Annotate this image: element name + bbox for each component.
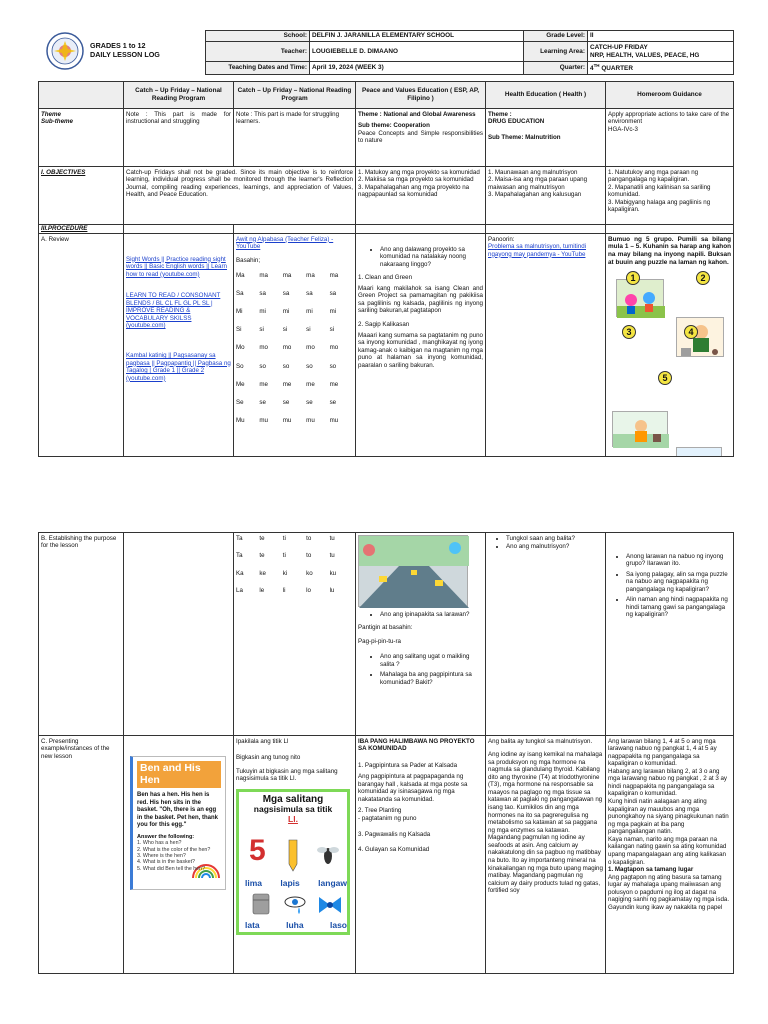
- ll-word: lapis: [280, 877, 300, 888]
- puzzle-images: [608, 271, 731, 429]
- theme-label: Theme Sub-theme: [39, 109, 124, 167]
- syllable: So: [236, 362, 244, 370]
- syllable: Se: [236, 398, 244, 406]
- syllable: si: [306, 326, 311, 334]
- review-c3: • Ano ang dalawang proyekto sa komunidad na natalakay noong nakaraang linggo? 1. Clean and Green Maari kang makilahok sa isang Clean and Green Project sa pamamagitan ng pakikiisa sa paglilinis ng kalsada, paglilinis ng inyong sariling bakuran,at pagtatapon 2. Sagip Kalikasan Maaari kang sumama sa pagtatanim ng puno sa inyong komunidad , manghikayat ng iyong kamag-anak o kaibigan na magtanim ng mga puno at halaman sa inyong komunidad, paaralan o sariling bakuran.: [356, 234, 486, 457]
- ben-hen-card: Ben and His Hen Ben has a hen. His hen is red. His hen sits in the basket. "Oh, there is an egg in the basket. Pet hen, thank you for this egg." Answer the following: 1. Who has a hen? 2. What is the color of the hen? 3. Where is the hen? 4. What is in the basket? 5. What did Ben tell the hen?: [130, 756, 226, 890]
- presenting-c4: Ang balita ay tungkol sa malnutrisyon. Ang iodine ay isang kemikal na mahalaga sa produksyon ng mga hormone na nagmula sa glandulang thyroid. Kabilang dito ang thyroxine (T4) at triodothyronine (T3), mga hormone na responsable sa maayos na paglago ng mga tissue sa katawan at paglaki ng pangangatawan ng isang tao. Kumikilos din ang mga hormones na ito sa pagreregulisa ng metabolismo sa katawan at sa paggana ng mga enzymes sa katawan. Magandang pagmulan ng iodine ay seafoods at asin. Ang calcium ay nakakatulong din sa pagbuo ng matibbay na buto. Ito ay importanteng mineral na kinakailangan ng mga buto upang maging matibay. Magandang pagmulan ng calcium ay dairy products tulad ng gatas, fortified soy: [486, 736, 606, 974]
- syllable: mo: [329, 344, 339, 352]
- syllable-row: [236, 290, 353, 298]
- ll-word: langaw: [318, 877, 347, 888]
- syllable: se: [259, 398, 266, 406]
- corner-cell: [39, 82, 124, 109]
- dates-label: Teaching Dates and Time:: [206, 62, 310, 75]
- syllable: ma: [282, 272, 292, 280]
- ll-word: laso: [329, 919, 347, 930]
- col-head-3: Peace and Values Education ( ESP, AP, Filipino ): [356, 82, 486, 109]
- syllable-row: [236, 363, 353, 371]
- review-link-kambal-katinig[interactable]: Kambal katinig || Pagsasanay sa pagbasa || Pagpapantig || Pagbasa ng Tagalog | Grade 1 || Grade 2 (youtube.com): [126, 352, 231, 382]
- syllable: to: [306, 534, 312, 542]
- syllable: mu: [329, 416, 339, 424]
- painting-photo: [358, 535, 468, 607]
- syllable: ko: [306, 569, 313, 577]
- col-head-5: Homeroom Guidance: [606, 82, 734, 109]
- syllable-row: [236, 344, 353, 352]
- syllable: so: [282, 362, 290, 370]
- puzzle-image-2: [676, 317, 724, 357]
- syllable: te: [259, 552, 265, 560]
- syllable: ki: [282, 569, 288, 577]
- theme-c2: Note : This part is made for struggling learners.: [234, 109, 356, 167]
- syllable: mu: [259, 416, 268, 424]
- area-label: Learning Area:: [524, 42, 588, 62]
- card-question: 4. What is in the basket?: [137, 859, 196, 866]
- card-title: Ben and His Hen: [137, 761, 221, 789]
- grade-label: Grade Level:: [524, 31, 588, 42]
- syllable: lu: [329, 587, 335, 595]
- purpose-c1: [124, 533, 234, 736]
- lesson-table-page1: [38, 81, 733, 457]
- syllable: so: [329, 362, 337, 370]
- syllable: li: [282, 587, 286, 595]
- col-head-2: Catch – Up Friday – National Reading Program: [234, 82, 356, 109]
- purpose-label: B. Establishing the purpose for the lesson: [39, 533, 124, 736]
- log-title-dll: DAILY LESSON LOG: [90, 50, 160, 59]
- review-label: A. Review: [39, 234, 124, 457]
- review-c5: Bumuo ng 5 grupo. Pumili sa bilang mula 1 – 5. Kuhanin sa harap ang kahon na may bilang na inyong napili. Buksan at buuin ang puzzle na laman ng kahon. 1 2 3 4 5: [606, 234, 734, 457]
- quarter-label: Quarter:: [524, 62, 588, 75]
- col-head-4: Health Education ( Health ): [486, 82, 606, 109]
- theme-c1: Note : This part is made for instructional and struggling: [124, 109, 234, 167]
- syllable: si: [259, 326, 264, 334]
- lesson-table-page2: [38, 532, 733, 974]
- header-block: [38, 30, 208, 70]
- card-question: 2. What is the color of the hen?: [137, 846, 211, 853]
- syllable: le: [259, 587, 265, 595]
- grade-value: II: [588, 31, 734, 42]
- objectives-c3: 1. Matukoy ang mga proyekto sa komunidad 2. Makiisa sa mga proyekto sa komunidad 3. Mapahalagahan ang mga proyekto na nagpapaunlad sa komunidad: [356, 167, 486, 225]
- syllable-row: [236, 570, 353, 578]
- syllable: mi: [306, 308, 313, 316]
- syllable: mu: [282, 416, 292, 424]
- puzzle-number-2: 2: [696, 271, 710, 285]
- header-table: [205, 30, 733, 75]
- syllable: te: [259, 534, 265, 542]
- syllable: me: [282, 380, 292, 388]
- syllable: La: [236, 587, 243, 595]
- pencil-icon: [283, 838, 303, 872]
- card-question: 3. Where is the hen?: [137, 852, 186, 859]
- syllable: sa: [329, 290, 337, 298]
- syllable: sa: [306, 290, 313, 298]
- review-c2: Awit ng Alpabasa (Teacher Feliza) - YouTube Basahin; Ma ma ma ma ma Sa sa sa sa sa Mi mi mi mi mi Si si si si si Mo mo mo mo mo So so so so so Me me me me me Se se se se se Mu mu mu mu mu: [234, 234, 356, 457]
- syllable: ma: [329, 272, 339, 280]
- syllable: to: [306, 552, 312, 560]
- review-link-alpabasa[interactable]: Awit ng Alpabasa (Teacher Feliza) - YouTube: [236, 235, 334, 251]
- syllable: se: [306, 398, 313, 406]
- teacher-label: Teacher:: [206, 42, 310, 62]
- objectives-c12: Catch-up Fridays shall not be graded. Since its main objective is to reinforce learning, individual progress shall be monitored through the learner's Reflection Journal, compiling reading experiences, learnings, and appreciation of Values, Health, and Peace Education.: [124, 167, 356, 225]
- puzzle-number-4: 4: [684, 325, 698, 339]
- syllable: tu: [329, 552, 335, 560]
- syllable: Sa: [236, 290, 244, 298]
- syllable: sa: [259, 290, 266, 298]
- syllable: se: [282, 398, 290, 406]
- tear-eye-icon: [283, 894, 307, 914]
- objectives-label: I. OBJECTIVES: [39, 167, 124, 225]
- presenting-c5: Ang larawan bilang 1, 4 at 5 o ang mga larawang nabuo ng pangkat 1, 4 at 5 ay nagpapakita ng pangangalaga sa kapaligiran o komunidad. Habang ang larawan bilang 2, at 3 o ang mga larawang nabuo ng pangkat , 2 at 3 ay hindi nagpapakita ng pangangalaga sa kapaligiran o komunidad. Kung hindi natin aalagaan ang ating kapaligiran ay mauubos ang mga punongkahoy na siyang pinagkukunan natin ng mga pagkain at iba pang pangangailangan natin. Kaya naman, narito ang mga paraan na kailangan nating gawin sa ating komunidad upang mapangalagaan ang ating kalikasan o kapaligiran. 1. Magtapon sa tamang lugar Ang pagtapon ng ating basura sa tamang lugar ay mahalaga upang maiiwasan ang polusyon o pagdumi ng ilog at dagat na nagiging sanhi ng pagkamatay ng mga isda. Gayundin kung ikaw ay nakakita ng papel: [606, 736, 734, 974]
- syllable: Ka: [236, 569, 244, 577]
- presenting-c2: Ipakilala ang titik Ll Bigkasin ang tunog nito Tukuyin at bigkasin ang mga salitang nagsisimula sa titik Ll. Mga salitang nagsisimula sa titik Ll. 5 lima lapis langaw lata luha laso: [234, 736, 356, 974]
- school-value: DELFIN J. JARANILLA ELEMENTARY SCHOOL: [310, 31, 524, 42]
- syllable: si: [282, 326, 288, 334]
- ll-word: lata: [245, 919, 260, 930]
- syllable: Ma: [236, 272, 245, 280]
- theme-c4: Theme : DRUG EDUCATION Sub Theme: Malnutrition: [486, 109, 606, 167]
- area-line1: CATCH-UP FRIDAY: [590, 44, 648, 52]
- puzzle-image-1: [616, 279, 664, 317]
- review-c1: [124, 234, 234, 457]
- puzzle-image-3: [612, 411, 668, 447]
- syllable: me: [329, 380, 339, 388]
- syllable: se: [329, 398, 337, 406]
- ll-word: lima: [245, 877, 263, 888]
- syllable-row: [236, 417, 353, 425]
- puzzle-number-1: 1: [626, 271, 640, 285]
- syllable: mo: [282, 344, 292, 352]
- syllable: si: [329, 326, 335, 334]
- purpose-c3: • Ano ang ipinapakita sa larawan? Pantigin at basahin: Pag-pi-pin-tu-ra • Ano ang salitang ugat o maikling salita ? • Mahalaga ba ang pagpipintura sa komunidad? Bakit?: [356, 533, 486, 736]
- syllable: me: [306, 380, 315, 388]
- dates-value: April 19, 2024 (WEEK 3): [310, 62, 524, 75]
- log-title-grades: GRADES 1 to 12: [90, 41, 146, 50]
- syllable-row: [236, 399, 353, 407]
- review-c4: Panoorin: Problema sa malnutrisyon, tumitindi ngayong may pandemya - YouTube: [486, 234, 606, 457]
- purpose-c5: • Anong larawan na nabuo ng inyong grupo? Ilarawan ito. • Sa iyong palagay, alin sa mga puzzle na nabuo ang nagpapakita ng pangangalaga ng kapaligiran? • Alin naman ang hindi nagpapakita ng hindi tamang gawi sa pangangalaga ng kapaligiran?: [606, 533, 734, 736]
- syllable-grid: [236, 272, 353, 424]
- purpose-c2: [234, 533, 356, 736]
- syllable-row: [236, 308, 353, 316]
- syllable-row: [236, 552, 353, 560]
- deped-seal-icon: [46, 32, 84, 70]
- area-value: [588, 42, 734, 62]
- syllable: mi: [282, 308, 290, 316]
- syllable: mo: [306, 344, 315, 352]
- puzzle-number-3: 3: [622, 325, 636, 339]
- review-link-malnutrisyon[interactable]: Problema sa malnutrisyon, tumitindi ngayong may pandemya - YouTube: [488, 243, 587, 258]
- area-line2: NRP, HEALTH, VALUES, PEACE, HG: [590, 51, 700, 59]
- syllable: Ta: [236, 534, 243, 542]
- syllable-row: [236, 535, 353, 543]
- ll-word: luha: [286, 919, 304, 930]
- fly-icon: [315, 838, 341, 870]
- syllable: tu: [329, 534, 335, 542]
- review-link-consonant-blends[interactable]: LEARN TO READ / CONSONANT BLENDS / BL CL FL GL PL SL | IMPROVE READING & VOCABULARY SKILSS (youtube.com): [126, 292, 221, 330]
- can-icon: [251, 892, 271, 916]
- teacher-value: LOUGIEBELLE D. DIMAANO: [310, 42, 524, 62]
- puzzle-image-4: [676, 447, 722, 457]
- card-question: 5. What did Ben tell the hen?: [137, 865, 206, 872]
- syllable: mi: [259, 308, 266, 316]
- syllable: ma: [259, 272, 268, 280]
- procedure-label: III.PROCEDURE: [39, 225, 124, 234]
- ll-word-chart: Mga salitang nagsisimula sa titik Ll. 5 lima lapis langaw lata luha laso: [236, 789, 350, 935]
- syllable-row: [236, 381, 353, 389]
- syllable-row: [236, 326, 353, 334]
- quarter-value: 4TH QUARTER: [588, 62, 734, 75]
- syllable: ke: [259, 569, 266, 577]
- objectives-c4: 1. Maunawaan ang malnutrisyon 2. Maisa-isa ang mga paraan upang maiwasan ang malnutrisyon 3. Mapahalagahan ang kalusugan: [486, 167, 606, 225]
- syllable: me: [259, 380, 268, 388]
- syllable: Si: [236, 326, 242, 334]
- presenting-c3: IBA PANG HALIMBAWA NG PROYEKTO SA KOMUNIDAD 1. Pagpipintura sa Pader at Kalsada Ang pagpipintura at pagpapaganda ng barangay hall , kalsada at mga poste sa komunidad ay isinasagawa ng mga nakatatanda sa komunidad. 2. Tree Planting - pagtatanim ng puno 3. Pagwawalis ng Kalsada 4. Gulayan sa Komunidad: [356, 736, 486, 974]
- theme-c3: Theme : National and Global Awareness Sub theme: Cooperation Peace Concepts and Simple responsibilities to nature: [356, 109, 486, 167]
- theme-c5: Apply appropriate actions to take care of the environment HGA-IVc-3: [606, 109, 734, 167]
- review-question: • Ano ang dalawang proyekto sa komunidad na natalakay noong nakaraang linggo?: [380, 246, 483, 269]
- syllable: Mu: [236, 416, 245, 424]
- syllable-grid-t: [236, 535, 353, 595]
- syllable: lo: [306, 587, 311, 595]
- presenting-c1: [124, 736, 234, 974]
- card-question: 1. Who has a hen?: [137, 840, 182, 847]
- syllable: Mo: [236, 344, 245, 352]
- col-head-1: Catch – Up Friday – National Reading Program: [124, 82, 234, 109]
- syllable: sa: [282, 290, 290, 298]
- objectives-c5: 1. Natutukoy ang mga paraan ng pangangalaga ng kapaligiran. 2. Mapanatili ang kalinisan sa sariling komunidad. 3. Mabigyang halaga ang pagliinis ng kapaligiran.: [606, 167, 734, 225]
- syllable: Ta: [236, 552, 243, 560]
- syllable: mi: [329, 308, 337, 316]
- syllable: mu: [306, 416, 315, 424]
- review-link-sight-words[interactable]: Sight Words || Practice reading sight words || Basic English words || Learn how to read (youtube.com): [126, 255, 228, 278]
- ribbon-icon: [317, 894, 343, 916]
- syllable: ti: [282, 534, 286, 542]
- syllable: Mi: [236, 308, 243, 316]
- syllable: Me: [236, 380, 245, 388]
- syllable: mo: [259, 344, 268, 352]
- syllable: ti: [282, 552, 286, 560]
- syllable: so: [259, 362, 266, 370]
- card-story: Ben has a hen. His hen is red. His hen sits in the basket. "Oh, there is an egg in the basket. Pet hen, thank you for this egg.": [137, 792, 219, 829]
- school-label: School:: [206, 31, 310, 42]
- presenting-label: C. Presenting example/instances of the new lesson: [39, 736, 124, 974]
- purpose-c4: • Tungkol saan ang balita? • Ano ang malnutrisyon?: [486, 533, 606, 736]
- syllable-row: [236, 587, 353, 595]
- syllable: so: [306, 362, 313, 370]
- puzzle-number-5: 5: [658, 371, 672, 385]
- syllable: ma: [306, 272, 315, 280]
- syllable-row: [236, 272, 353, 280]
- syllable: ku: [329, 569, 337, 577]
